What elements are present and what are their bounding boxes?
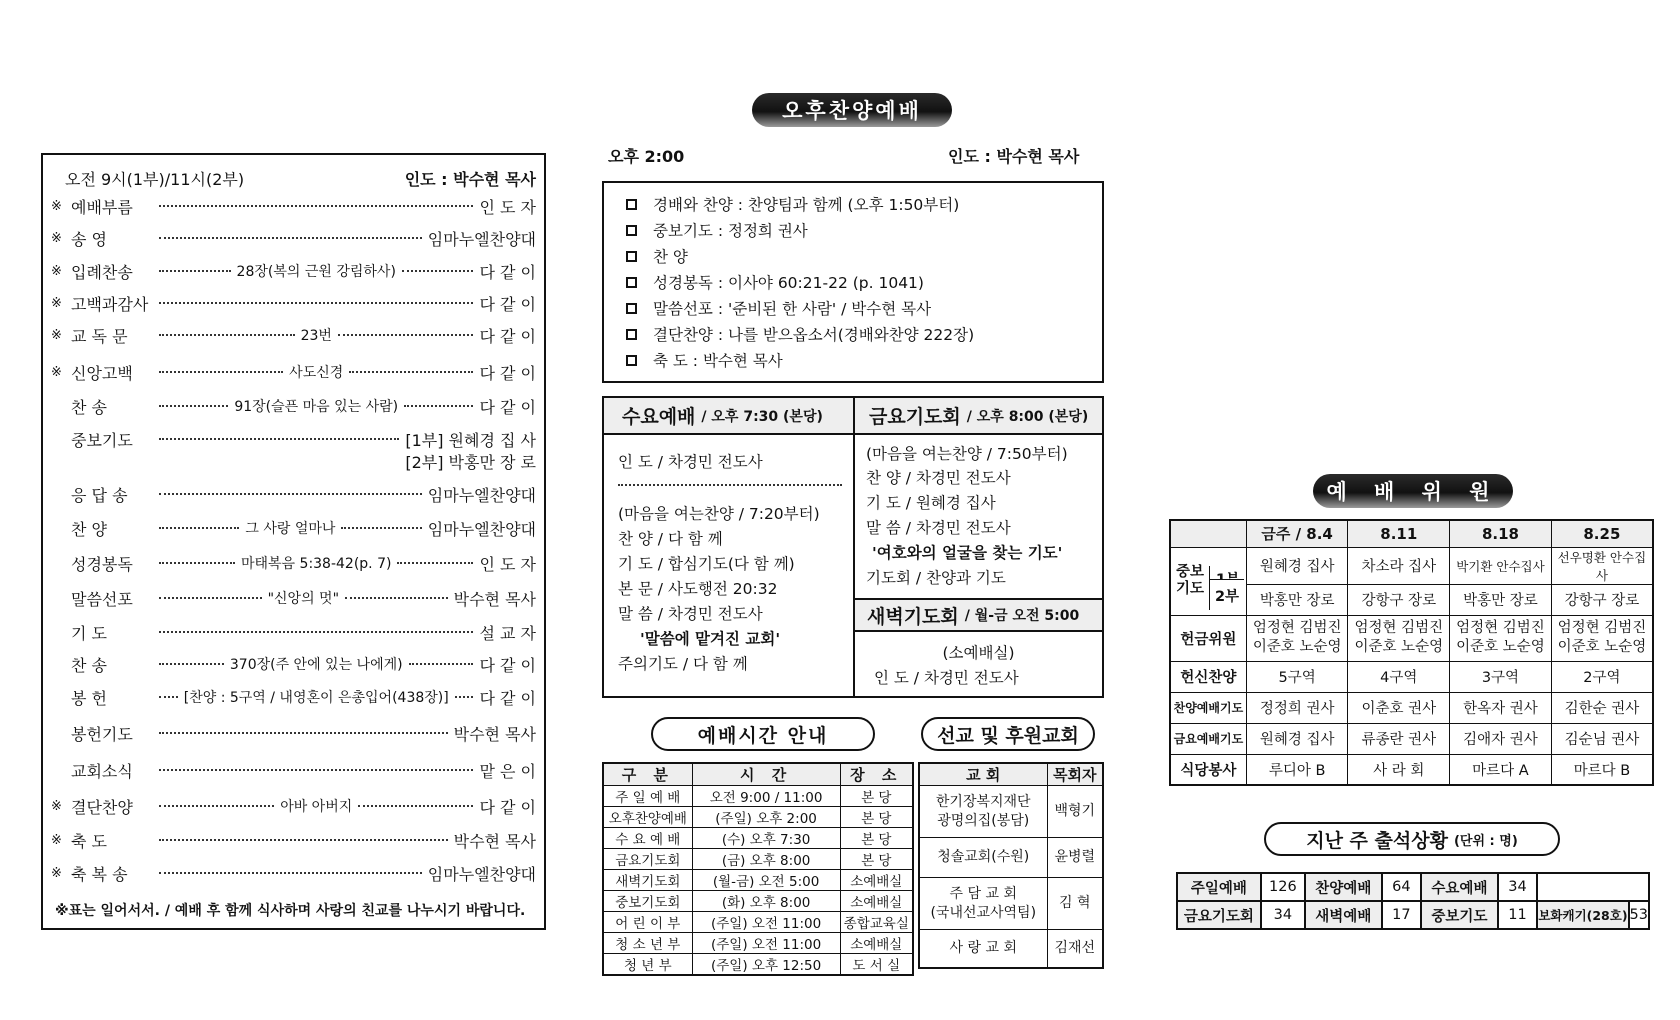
schedule-row [603, 849, 913, 870]
missions-cell: 윤병렬 [1047, 838, 1103, 878]
schedule-cell: (화) 오후 8:00 [692, 891, 840, 912]
afternoon-items [622, 191, 974, 373]
row-dots [349, 371, 473, 373]
wednesday-line: (마음을 여는찬양 / 7:20부터) [618, 505, 820, 523]
program-row [51, 260, 536, 282]
roles-label: 헌금위원 [1170, 615, 1246, 661]
wednesday-header [604, 398, 853, 435]
program-row [51, 195, 536, 217]
roles-cell: 강항구 장로 [1551, 584, 1653, 615]
attendance-label: 보화캐기(28호) [1537, 901, 1628, 929]
row-mark: ※ [51, 832, 62, 848]
row-person: 다 같 이 [479, 294, 536, 314]
attendance-value: 126 [1261, 873, 1305, 901]
schedule-cell: 수 요 예 배 [603, 828, 692, 849]
missions-cell: 사 랑 교 회 [919, 930, 1047, 968]
checkbox-icon [626, 329, 637, 340]
weekday-box [602, 396, 1104, 698]
schedule-cell: 본 당 [840, 807, 913, 828]
roles-cell: 차소라 집사 [1348, 547, 1450, 584]
roles-cell: 마르다 A [1450, 754, 1552, 785]
row-person: 다 같 이 [479, 688, 536, 708]
friday-line: 찬 양 / 차경민 전도사 [866, 469, 1011, 487]
row-dots [404, 405, 473, 407]
friday-line: 말 씀 / 차경민 전도사 [866, 519, 1011, 537]
row-name: 기 도 [71, 623, 107, 643]
wednesday-line: 말 씀 / 차경민 전도사 [618, 605, 763, 623]
afternoon-time: 오후 2:00 [608, 147, 685, 166]
program-row [51, 483, 536, 505]
attendance-value: 11 [1498, 901, 1538, 929]
row-person: 박수현 목사 [453, 724, 536, 744]
row-name: 신앙고백 [71, 363, 133, 383]
schedule-header: 구 분 [603, 763, 692, 786]
row-name: 봉헌기도 [71, 724, 133, 744]
program-row [51, 428, 536, 450]
program-row [51, 653, 536, 675]
schedule-cell: 중보기도회 [603, 891, 692, 912]
roles-date: 8.18 [1450, 520, 1552, 547]
schedule-row [603, 870, 913, 891]
row-name: 찬 송 [71, 655, 107, 675]
schedule-cell: 주 일 예 배 [603, 786, 692, 807]
row-name: 교 독 문 [71, 326, 128, 346]
row-name: 예배부름 [71, 197, 133, 217]
row-dots [358, 805, 473, 807]
sunday-program-box [41, 153, 546, 930]
program-row [51, 361, 536, 383]
row-name: 교회소식 [71, 761, 133, 781]
friday-line: (마음을 여는찬양 / 7:50부터) [866, 445, 1068, 463]
wednesday-line: 본 문 / 사도행전 20:32 [618, 580, 778, 598]
row-person: 다 같 이 [479, 797, 536, 817]
afternoon-item-text: 경배와 찬양 : 찬양팀과 함께 (오후 1:50부터) [653, 196, 960, 214]
roles-cell: 엄정현 김범진 이준호 노순영 [1450, 615, 1552, 661]
schedule-cell: 오후찬양예배 [603, 807, 692, 828]
roles-cell: 3구역 [1450, 661, 1552, 692]
row-dots [159, 205, 473, 207]
missions-row [919, 838, 1103, 878]
friday-line: 기 도 / 원혜경 집사 [866, 494, 996, 512]
program-row [51, 621, 536, 643]
schedule-header: 장 소 [840, 763, 913, 786]
afternoon-item-text: 중보기도 : 정정희 권사 [653, 222, 808, 240]
roles-cell: 원혜경 집사 [1246, 723, 1348, 754]
missions-cell: 김재선 [1047, 930, 1103, 968]
row-person: 다 같 이 [479, 655, 537, 675]
program-footnote: ※표는 일어서서. / 예배 후 함께 식사하며 사랑의 친교를 나누시기 바랍니다. [55, 903, 526, 919]
program-row [51, 686, 536, 708]
row-person: 임마누엘찬양대 [427, 864, 536, 884]
schedule-row [603, 954, 913, 976]
afternoon-item [622, 295, 974, 321]
row-person: 박수현 목사 [453, 831, 536, 851]
checkbox-icon [626, 277, 637, 288]
schedule-cell: (월-금) 오전 5:00 [692, 870, 840, 891]
missions-row [919, 786, 1103, 838]
row-dots [159, 839, 448, 841]
roles-title: 예 배 위 원 [1313, 474, 1513, 508]
missions-title: 선교 및 후원교회 [921, 717, 1095, 751]
row-dots [159, 438, 399, 440]
row-name: 봉 헌 [71, 688, 107, 708]
row-dots [159, 696, 178, 698]
missions-cell: 주 담 교 회 (국내선교사역팀) [919, 878, 1047, 930]
wednesday-time: / 오후 7:30 (본당) [701, 408, 823, 425]
program-time: 오전 9시(1부)/11시(2부) [65, 170, 245, 189]
checkbox-icon [626, 251, 637, 262]
schedule-cell: (주일) 오전 11:00 [692, 912, 840, 933]
row-dots [159, 872, 422, 874]
roles-cell: 2구역 [1551, 661, 1653, 692]
row-name: 중보기도 [71, 430, 133, 450]
roles-date: 8.25 [1551, 520, 1653, 547]
program-row [51, 517, 536, 539]
row-detail: 91장(슬픈 마음 있는 사람) [234, 399, 399, 415]
schedule-cell: 오전 9:00 / 11:00 [692, 786, 840, 807]
attendance-table [1176, 872, 1650, 930]
row-detail: "신앙의 멋" [267, 591, 340, 607]
row-person: 임마누엘찬양대 [427, 229, 536, 249]
row-dots [159, 493, 422, 495]
attendance-label: 주일예배 [1177, 873, 1261, 901]
schedule-cell: 어 린 이 부 [603, 912, 692, 933]
row-dots [159, 562, 235, 564]
row-name: 입례찬송 [71, 262, 133, 282]
row-name: 축 도 [71, 831, 107, 851]
schedule-cell: 금요기도회 [603, 849, 692, 870]
row-dots [159, 405, 228, 407]
row-dots [159, 732, 448, 734]
roles-row [1170, 615, 1653, 661]
friday-line: '여호와의 얼굴을 찾는 기도' [872, 544, 1063, 562]
roles-corner [1170, 520, 1246, 547]
row-name: 고백과감사 [71, 294, 149, 314]
attendance-label: 금요기도회 [1177, 901, 1261, 929]
schedule-cell: (주일) 오후 2:00 [692, 807, 840, 828]
roles-cell: 마르다 B [1551, 754, 1653, 785]
afternoon-item [622, 191, 974, 217]
row-detail: 370장(주 안에 있는 나에게) [229, 657, 403, 673]
row-person: 설 교 자 [479, 623, 536, 643]
program-row [51, 395, 536, 417]
roles-cell: 원혜경 집사 [1246, 547, 1348, 584]
row-mark: ※ [51, 295, 62, 311]
schedule-row [603, 807, 913, 828]
program-row [51, 552, 536, 574]
checkbox-icon [626, 199, 637, 210]
missions-cell: 김 혁 [1047, 878, 1103, 930]
dawn-title: 새벽기도회 [867, 605, 959, 628]
afternoon-item [622, 347, 974, 373]
schedule-cell: 청 소 년 부 [603, 933, 692, 954]
roles-table [1169, 519, 1654, 786]
row-dots [159, 237, 422, 239]
schedule-cell: 소예배실 [840, 870, 913, 891]
roles-row [1170, 692, 1653, 723]
roles-cell: 박홍만 장로 [1246, 584, 1348, 615]
dawn-place: (소예배실) [942, 644, 1015, 662]
row-person: 임마누엘찬양대 [427, 519, 536, 539]
roles-cell: 사 라 회 [1348, 754, 1450, 785]
dawn-header [855, 598, 1102, 632]
row-detail: 28장(복의 근원 강림하사) [236, 264, 396, 280]
row-dots [159, 527, 239, 529]
wednesday-line: 기 도 / 합심기도(다 함 께) [618, 555, 795, 573]
program-row [51, 759, 536, 781]
row-person: 다 같 이 [479, 397, 537, 417]
row-dots [338, 334, 474, 336]
row-dots [159, 302, 473, 304]
row-detail: 23번 [300, 328, 332, 344]
wednesday-line: 주의기도 / 다 함 께 [618, 655, 748, 673]
roles-cell: 엄정현 김범진 이준호 노순영 [1551, 615, 1653, 661]
row-person: 맡 은 이 [479, 761, 536, 781]
afternoon-lead: 인도 : 박수현 목사 [948, 147, 1080, 166]
row-detail: [찬양 : 5구역 / 내영혼이 은총입어(438장)] [183, 690, 449, 706]
wednesday-title: 수요예배 [622, 406, 696, 428]
program-row [51, 722, 536, 744]
afternoon-item-text: 찬 양 [653, 248, 688, 266]
roles-date: 금주 / 8.4 [1246, 520, 1348, 547]
row-dots [397, 562, 473, 564]
row-name: 송 영 [71, 229, 107, 249]
missions-table [918, 762, 1104, 969]
row-mark: ※ [51, 798, 62, 814]
program-row [51, 450, 536, 472]
missions-header: 교 회 [919, 763, 1047, 786]
missions-header: 목회자 [1047, 763, 1103, 786]
schedule-row [603, 933, 913, 954]
attendance-value: 34 [1498, 873, 1538, 901]
schedule-cell: 청 년 부 [603, 954, 692, 976]
roles-label: 금요예배기도 [1170, 723, 1246, 754]
row-dots [159, 334, 295, 336]
roles-cell: 류종란 권사 [1348, 723, 1450, 754]
row-person: [1부] 원혜경 집 사 [405, 430, 536, 450]
schedule-cell: (수) 오후 7:30 [692, 828, 840, 849]
row-dots [455, 696, 474, 698]
schedule-cell: (주일) 오전 11:00 [692, 933, 840, 954]
checkbox-icon [626, 355, 637, 366]
missions-row [919, 878, 1103, 930]
row-person: [2부] 박홍만 장 로 [405, 452, 536, 472]
attendance-title-pill [1264, 822, 1560, 856]
row-name: 축 복 송 [71, 864, 128, 884]
roles-cell: 김순님 권사 [1551, 723, 1653, 754]
attendance-label: 중보기도 [1421, 901, 1497, 929]
dawn-time: / 월-금 오전 5:00 [964, 608, 1080, 624]
program-row [51, 227, 536, 249]
program-row [51, 829, 536, 851]
friday-line: 기도회 / 찬양과 기도 [866, 569, 1006, 587]
attendance-value: 64 [1382, 873, 1422, 901]
row-mark: ※ [51, 263, 62, 279]
row-detail: 사도신경 [289, 365, 344, 381]
roles-sub-label-2: 2부 [1209, 579, 1244, 610]
row-name: 성경봉독 [71, 554, 133, 574]
roles-cell: 선우명환 안수집사 [1551, 547, 1653, 584]
row-detail: 아바 아버지 [280, 799, 353, 815]
attendance-value: 53 [1629, 901, 1649, 929]
row-dots [159, 769, 473, 771]
missions-cell: 백형기 [1047, 786, 1103, 838]
attendance-label: 새벽예배 [1305, 901, 1381, 929]
program-row [51, 324, 536, 346]
schedule-header: 시 간 [692, 763, 840, 786]
row-dots [159, 663, 224, 665]
schedule-cell: (주일) 오후 12:50 [692, 954, 840, 976]
row-name: 결단찬양 [71, 797, 133, 817]
roles-cell: 박홍만 장로 [1450, 584, 1552, 615]
afternoon-title: 오후찬양예배 [752, 93, 952, 127]
row-dots [159, 371, 283, 373]
missions-cell: 청솔교회(수원) [919, 838, 1047, 878]
row-dots [159, 597, 262, 599]
row-person: 다 같 이 [479, 363, 536, 383]
wednesday-separator [618, 484, 842, 486]
row-dots [409, 663, 474, 665]
attendance-label: 수요예배 [1421, 873, 1497, 901]
roles-row [1170, 661, 1653, 692]
program-row [51, 587, 536, 609]
attendance-label: 찬양예배 [1305, 873, 1381, 901]
friday-header [855, 398, 1102, 435]
roles-date: 8.11 [1348, 520, 1450, 547]
schedule-row [603, 912, 913, 933]
schedule-table [602, 762, 914, 976]
row-name: 찬 송 [71, 397, 107, 417]
schedule-title: 예배시간 안내 [651, 717, 875, 751]
row-detail: 그 사랑 얼마나 [245, 521, 336, 537]
schedule-cell: 소예배실 [840, 891, 913, 912]
roles-cell: 김한순 권사 [1551, 692, 1653, 723]
afternoon-item [622, 321, 974, 347]
row-detail: 마태복음 5:38-42(p. 7) [240, 556, 392, 572]
row-person: 인 도 자 [479, 554, 536, 574]
roles-row [1170, 754, 1653, 785]
afternoon-box [602, 181, 1104, 383]
roles-cell: 엄정현 김범진 이준호 노순영 [1348, 615, 1450, 661]
row-mark: ※ [51, 230, 62, 246]
schedule-cell: 본 당 [840, 849, 913, 870]
attendance-value: 34 [1261, 901, 1305, 929]
row-name: 응 답 송 [71, 485, 128, 505]
afternoon-item [622, 243, 974, 269]
checkbox-icon [626, 303, 637, 314]
program-header [65, 167, 536, 191]
wednesday-line: 인 도 / 차경민 전도사 [618, 453, 763, 471]
schedule-cell: 소예배실 [840, 933, 913, 954]
schedule-cell: 종합교육실 [840, 912, 913, 933]
row-dots [341, 527, 421, 529]
row-mark: ※ [51, 327, 62, 343]
schedule-row [603, 786, 913, 807]
program-row [51, 862, 536, 884]
row-dots [159, 270, 231, 272]
row-mark: ※ [51, 364, 62, 380]
roles-cell: 4구역 [1348, 661, 1450, 692]
afternoon-item-text: 결단찬양 : 나를 받으옵소서(경배와찬양 222장) [653, 326, 975, 344]
missions-row [919, 930, 1103, 968]
afternoon-item-text: 축 도 : 박수현 목사 [653, 352, 783, 370]
afternoon-item [622, 269, 974, 295]
friday-time: / 오후 8:00 (본당) [966, 408, 1089, 425]
row-dots [402, 270, 474, 272]
missions-cell: 한기장복지재단 광명의집(봉담) [919, 786, 1047, 838]
row-person: 다 같 이 [479, 262, 536, 282]
row-person: 다 같 이 [479, 326, 537, 346]
schedule-cell: 본 당 [840, 786, 913, 807]
roles-cell: 엄정현 김범진 이준호 노순영 [1246, 615, 1348, 661]
roles-label: 찬양예배기도 [1170, 692, 1246, 723]
friday-title: 금요기도회 [869, 406, 961, 428]
checkbox-icon [626, 225, 637, 236]
schedule-row [603, 828, 913, 849]
wednesday-line: '말씀에 맡겨진 교회' [640, 630, 781, 648]
program-row [51, 292, 536, 314]
roles-cell: 강항구 장로 [1348, 584, 1450, 615]
row-person: 박수현 목사 [453, 589, 536, 609]
program-lead: 인도 : 박수현 목사 [404, 170, 536, 189]
roles-cell: 정정희 권사 [1246, 692, 1348, 723]
row-dots [159, 631, 473, 633]
roles-cell: 한옥자 권사 [1450, 692, 1552, 723]
row-person: 인 도 자 [479, 197, 536, 217]
row-dots [159, 805, 274, 807]
attendance-unit: (단위 : 명) [1453, 833, 1518, 849]
row-mark: ※ [51, 865, 62, 881]
roles-label: 식당봉사 [1170, 754, 1246, 785]
roles-cell: 5구역 [1246, 661, 1348, 692]
roles-label: 헌신찬양 [1170, 661, 1246, 692]
schedule-cell: 새벽기도회 [603, 870, 692, 891]
schedule-cell: 본 당 [840, 828, 913, 849]
roles-cell: 이춘호 권사 [1348, 692, 1450, 723]
row-name: 말씀선포 [71, 589, 133, 609]
afternoon-item [622, 217, 974, 243]
attendance-title: 지난 주 출석상황 [1306, 829, 1448, 852]
dawn-lead: 인 도 / 차경민 전도사 [874, 669, 1019, 687]
roles-cell: 김애자 권사 [1450, 723, 1552, 754]
roles-cell: 루디아 B [1246, 754, 1348, 785]
row-mark: ※ [51, 198, 62, 214]
row-name: 찬 양 [71, 519, 107, 539]
schedule-cell: (금) 오후 8:00 [692, 849, 840, 870]
roles-intercession-text: 중보 기도 [1175, 563, 1204, 597]
wednesday-line: 찬 양 / 다 함 께 [618, 530, 723, 548]
attendance-value: 17 [1382, 901, 1422, 929]
roles-row [1170, 723, 1653, 754]
program-row [51, 795, 536, 817]
afternoon-item-text: 성경봉독 : 이사야 60:21-22 (p. 1041) [653, 274, 924, 292]
row-person: 임마누엘찬양대 [427, 485, 536, 505]
afternoon-item-text: 말씀선포 : '준비된 한 사람' / 박수현 목사 [653, 300, 932, 318]
roles-cell: 박기환 안수집사 [1450, 547, 1552, 584]
schedule-cell: 도 서 실 [840, 954, 913, 976]
schedule-row [603, 891, 913, 912]
row-dots [345, 597, 448, 599]
